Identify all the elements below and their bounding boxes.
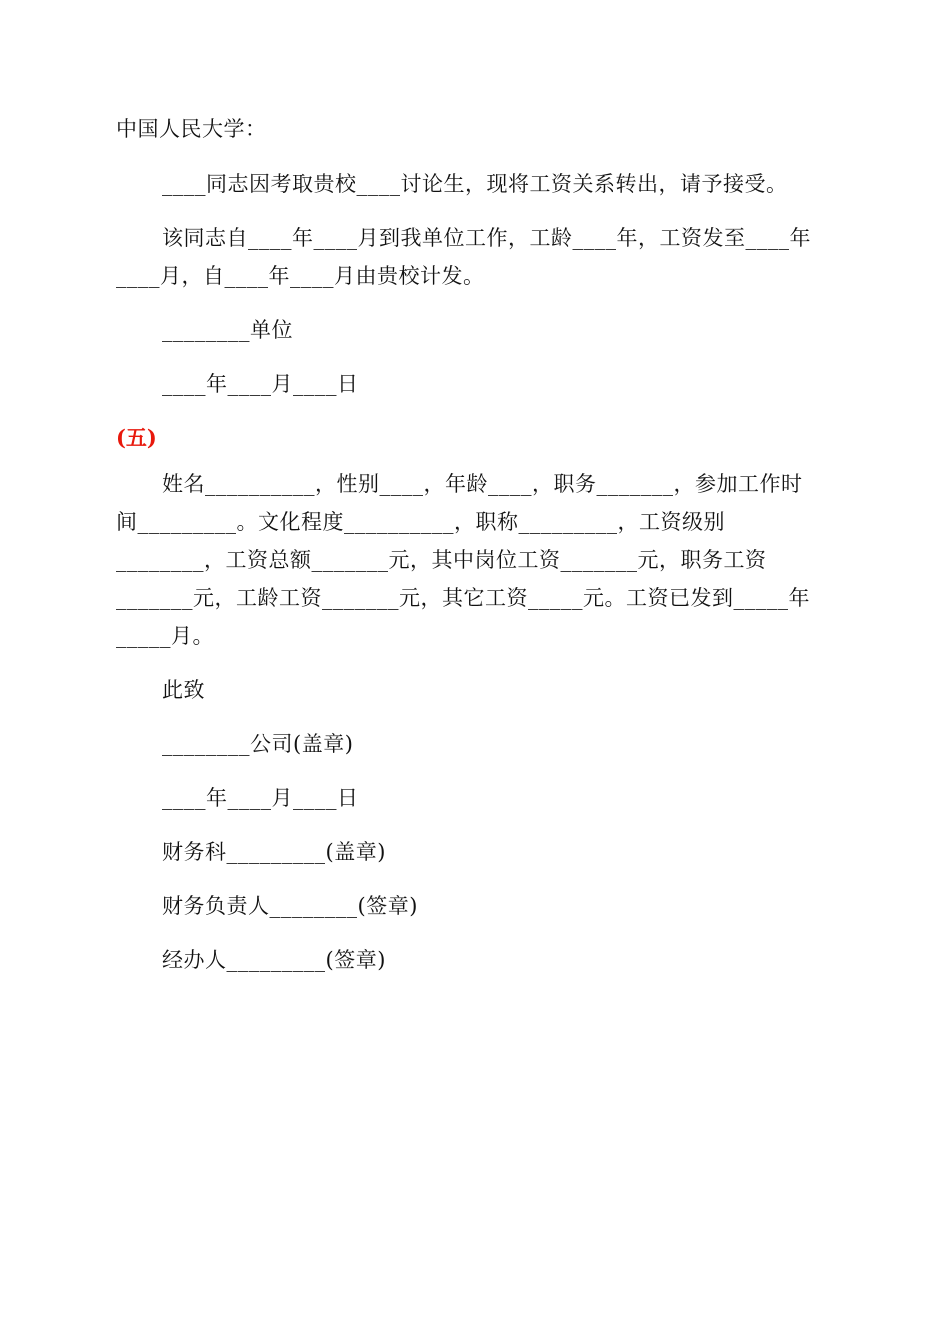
info-line-2: 间_________。文化程度__________，职称_________，工资级别	[116, 510, 725, 534]
info-line-1: 姓名__________，性别____，年龄____，职务_______，参加工作时	[162, 472, 803, 496]
work-history-line-2: ____月，自____年____月由贵校计发。	[116, 264, 485, 288]
company-seal-line: ________公司(盖章)	[162, 732, 354, 756]
closing-salutation: 此致	[162, 678, 205, 702]
unit-signature: ________单位	[162, 318, 293, 342]
info-line-4: _______元，工龄工资_______元，其它工资_____元。工资已发到_____年	[116, 586, 810, 610]
transfer-paragraph: ____同志因考取贵校____讨论生，现将工资关系转出，请予接受。	[162, 172, 788, 196]
addressee: 中国人民大学：	[116, 117, 267, 141]
work-history-line-1: 该同志自____年____月到我单位工作，工龄____年，工资发至____年	[162, 226, 811, 250]
info-line-5: _____月。	[116, 624, 214, 648]
section-heading: (五)	[116, 425, 157, 450]
handler-sign-line: 经办人_________(签章)	[162, 948, 386, 972]
finance-head-sign-line: 财务负责人________(签章)	[162, 894, 418, 918]
info-line-3: ________，工资总额_______元，其中岗位工资_______元，职务工资	[116, 548, 767, 572]
letter-date: ____年____月____日	[162, 372, 359, 396]
finance-dept-seal-line: 财务科_________(盖章)	[162, 840, 386, 864]
section-date: ____年____月____日	[162, 786, 359, 810]
